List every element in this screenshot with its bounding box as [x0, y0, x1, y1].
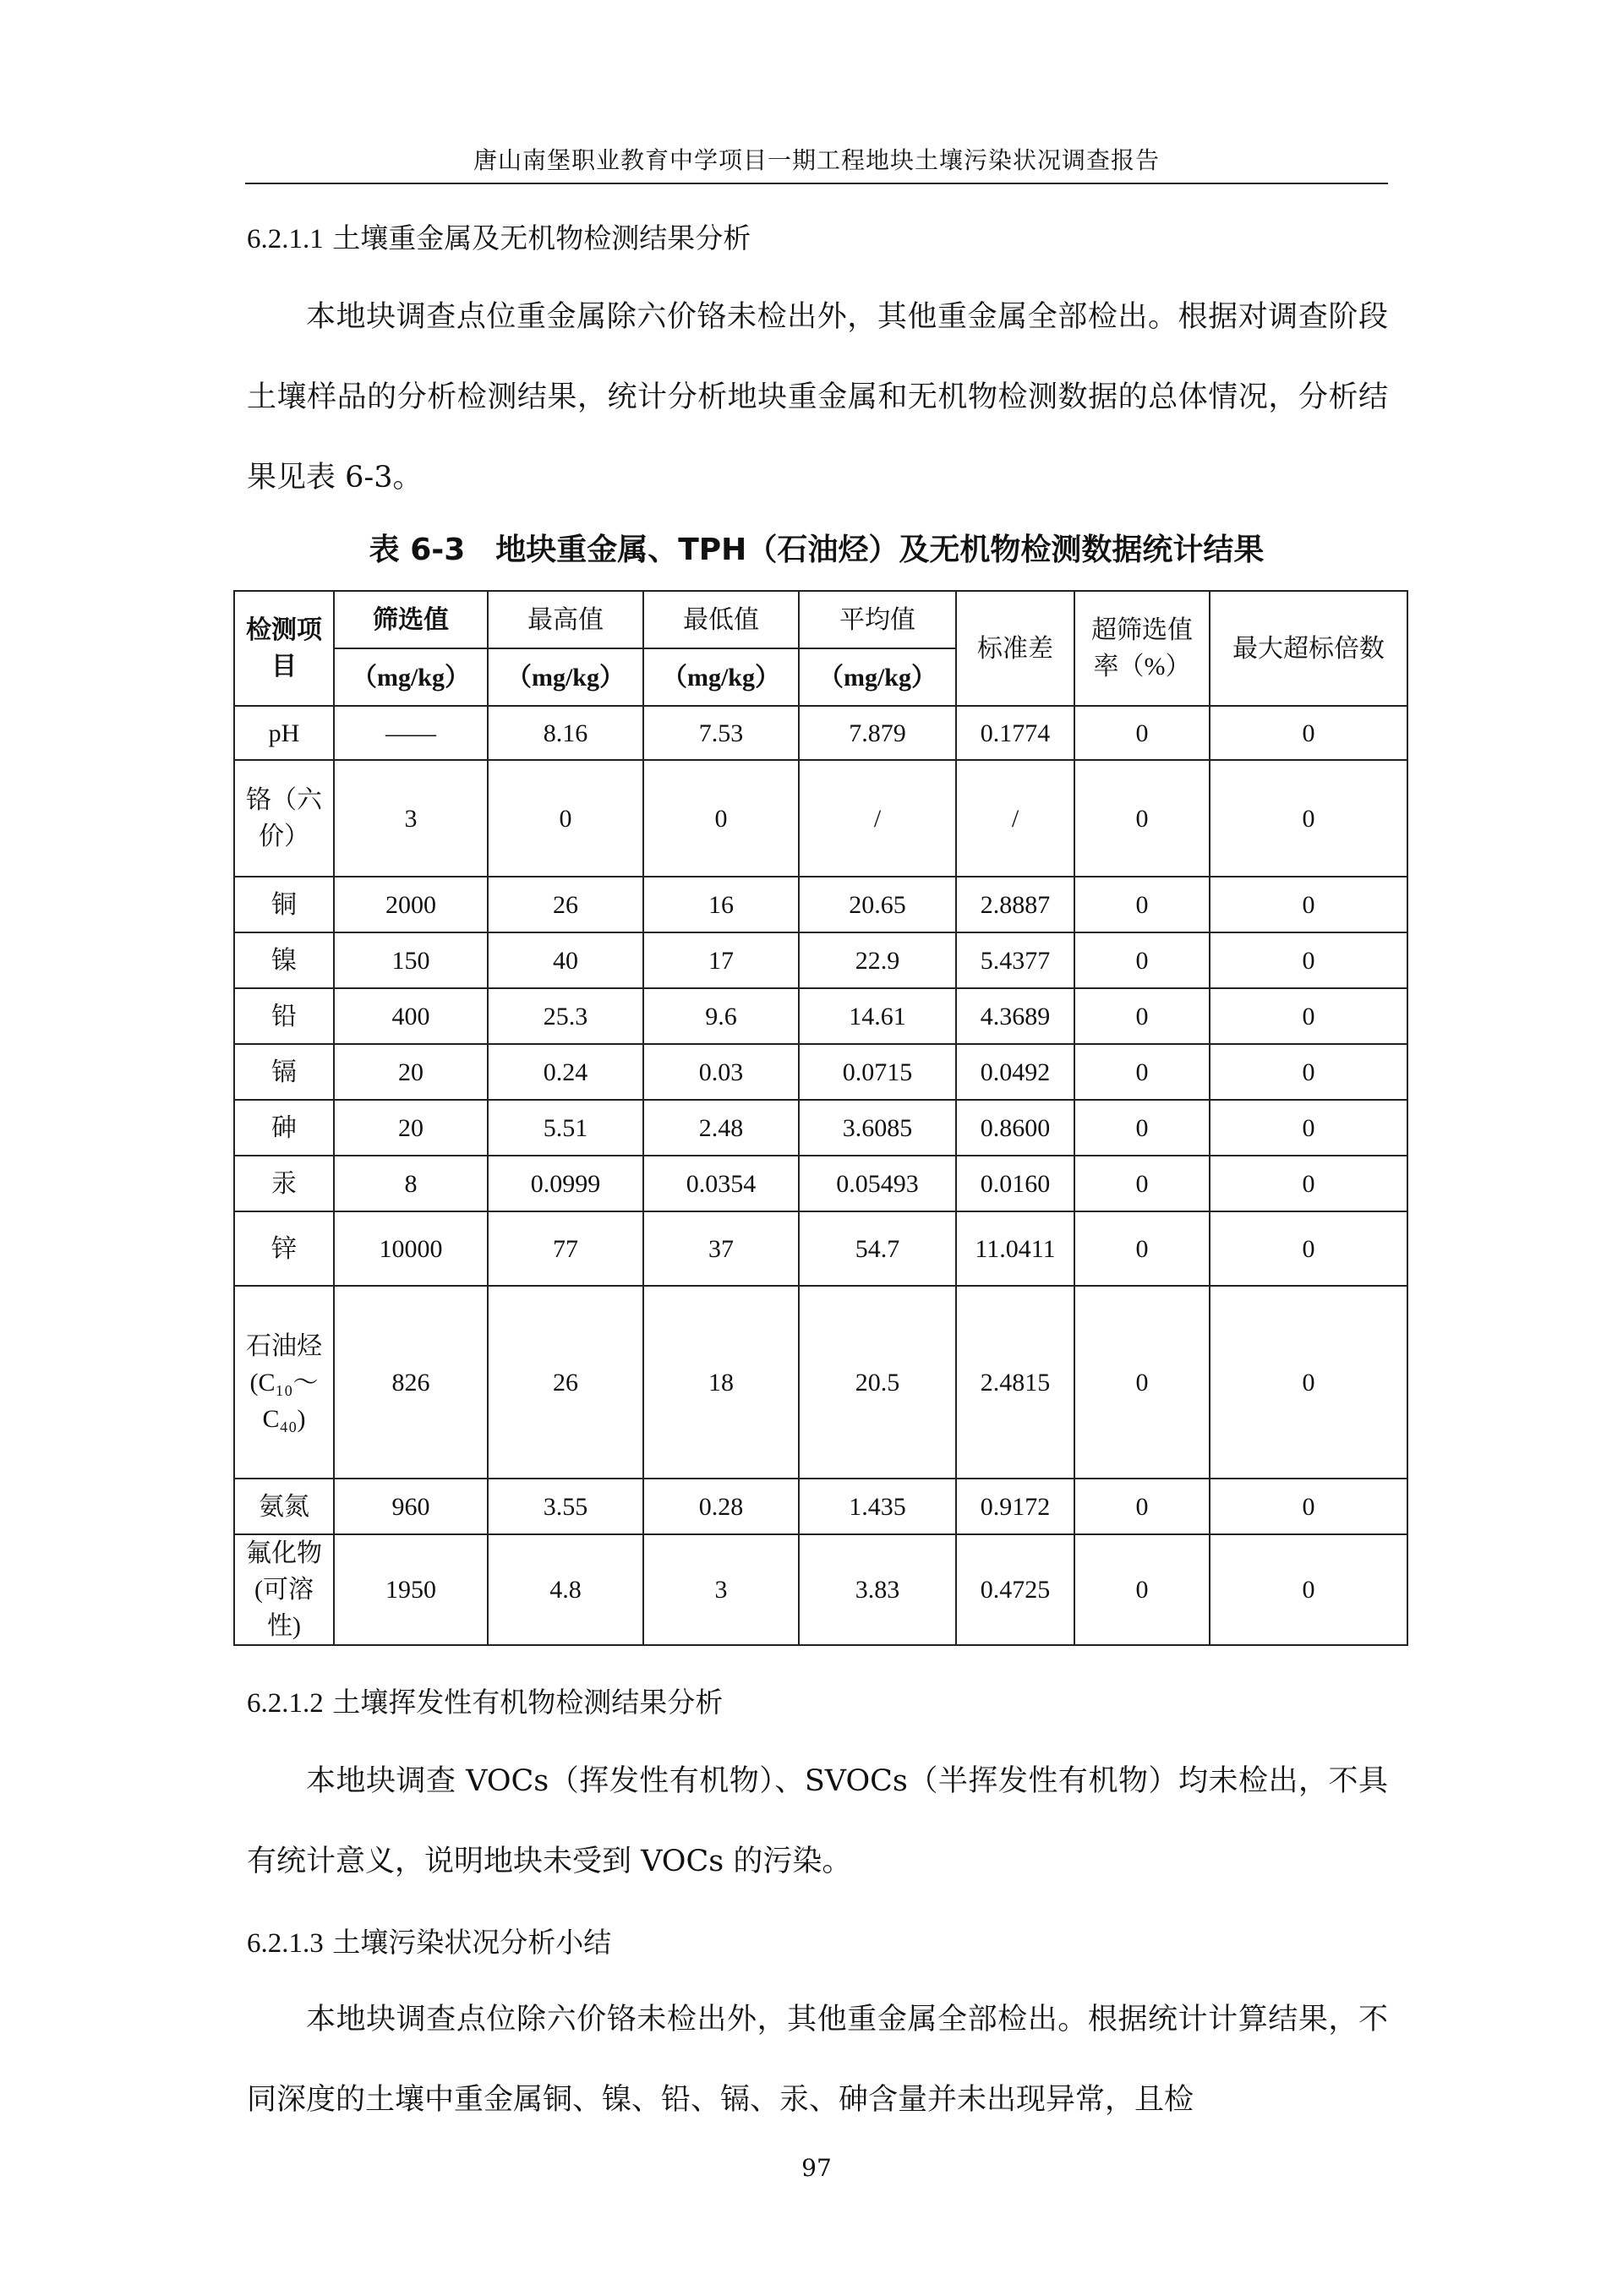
section-paragraph: 本地块调查点位除六价铬未检出外，其他重金属全部检出。根据统计计算结果，不同深度的土壤中重金属铜、镍、铅、镉、汞、砷含量并未出现异常，且检 [247, 2003, 1388, 2117]
table-row [234, 1286, 1407, 1479]
cell-max: 26 [488, 1286, 643, 1479]
table-caption: 表 6-3 地块重金属、TPH（石油烃）及无机物检测数据统计结果 [369, 533, 1265, 567]
section-paragraph: 本地块调查 VOCs（挥发性有机物）、SVOCs（半挥发性有机物）均未检出，不具有统计意义，说明地块未受到 VOCs 的污染。 [247, 1764, 1388, 1878]
cell-screening-value: 10000 [334, 1211, 488, 1286]
cell-max-exceed-multiple: 0 [1210, 1534, 1407, 1645]
cell-min: 3 [643, 1534, 799, 1645]
cell-mean: 7.879 [799, 706, 956, 760]
cell-max: 5.51 [488, 1100, 643, 1156]
table-row [234, 1479, 1407, 1534]
header-exceed-rate: 超筛选值率（%） [1074, 591, 1210, 706]
cell-screening-value: 1950 [334, 1534, 488, 1645]
cell-std: 4.3689 [956, 988, 1074, 1044]
cell-max: 40 [488, 932, 643, 988]
cell-screening-value: 826 [334, 1286, 488, 1479]
cell-min: 7.53 [643, 706, 799, 760]
cell-exceed-rate: 0 [1074, 1044, 1210, 1100]
section-heading-6-2-1-1 [247, 216, 751, 256]
cell-max: 0.0999 [488, 1156, 643, 1211]
cell-mean: 20.5 [799, 1286, 956, 1479]
table-row [234, 1044, 1407, 1100]
section-number: 6.2.1.1 [247, 224, 324, 254]
cell-max-exceed-multiple: 0 [1210, 1479, 1407, 1534]
cell-min: 9.6 [643, 988, 799, 1044]
cell-std: 11.0411 [956, 1211, 1074, 1286]
cell-mean: 1.435 [799, 1479, 956, 1534]
section-heading-6-2-1-3 [247, 1921, 611, 1960]
cell-mean: 0.05493 [799, 1156, 956, 1211]
cell-max-exceed-multiple: 0 [1210, 932, 1407, 988]
cell-exceed-rate: 0 [1074, 1534, 1210, 1645]
page-number: 97 [801, 2154, 832, 2182]
cell-min: 0 [643, 760, 799, 877]
cell-min: 0.28 [643, 1479, 799, 1534]
table-row [234, 760, 1407, 877]
section-heading-6-2-1-2 [247, 1681, 723, 1720]
section-number: 6.2.1.3 [247, 1928, 324, 1959]
cell-max: 0.24 [488, 1044, 643, 1100]
cell-max-exceed-multiple: 0 [1210, 1286, 1407, 1479]
section-title: 土壤污染状况分析小结 [332, 1926, 612, 1959]
cell-screening-value: 400 [334, 988, 488, 1044]
cell-exceed-rate: 0 [1074, 932, 1210, 988]
cell-item: 铜 [234, 877, 334, 932]
cell-std: 0.0160 [956, 1156, 1074, 1211]
cell-max: 26 [488, 877, 643, 932]
cell-item: 铬（六价） [234, 760, 334, 877]
cell-screening-value: 20 [334, 1044, 488, 1100]
page-header: 唐山南堡职业教育中学项目一期工程地块土壤污染状况调查报告 [473, 146, 1160, 174]
cell-mean: 3.83 [799, 1534, 956, 1645]
cell-min: 2.48 [643, 1100, 799, 1156]
unit-label: （mg/kg） [643, 648, 799, 706]
cell-exceed-rate: 0 [1074, 1211, 1210, 1286]
section-title: 土壤挥发性有机物检测结果分析 [332, 1686, 724, 1719]
cell-min: 16 [643, 877, 799, 932]
cell-mean: 22.9 [799, 932, 956, 988]
cell-min: 18 [643, 1286, 799, 1479]
header-std: 标准差 [956, 591, 1074, 706]
unit-label: （mg/kg） [799, 648, 956, 706]
cell-item: 石油烃(C₁₀～C₄₀) [234, 1286, 334, 1479]
cell-max-exceed-multiple: 0 [1210, 1156, 1407, 1211]
cell-std: 0.8600 [956, 1100, 1074, 1156]
cell-exceed-rate: 0 [1074, 760, 1210, 877]
cell-min: 37 [643, 1211, 799, 1286]
header-divider [245, 183, 1388, 184]
cell-screening-value: 8 [334, 1156, 488, 1211]
cell-exceed-rate: 0 [1074, 1286, 1210, 1479]
cell-exceed-rate: 0 [1074, 1479, 1210, 1534]
cell-max-exceed-multiple: 0 [1210, 1044, 1407, 1100]
cell-max-exceed-multiple: 0 [1210, 760, 1407, 877]
cell-screening-value: —— [334, 706, 488, 760]
header-item: 检测项目 [234, 591, 334, 706]
table-row [234, 1534, 1407, 1645]
table-row [234, 988, 1407, 1044]
cell-max: 77 [488, 1211, 643, 1286]
table-row [234, 1211, 1407, 1286]
cell-mean: 20.65 [799, 877, 956, 932]
cell-std: 5.4377 [956, 932, 1074, 988]
cell-max: 0 [488, 760, 643, 877]
cell-max: 3.55 [488, 1479, 643, 1534]
cell-item: 砷 [234, 1100, 334, 1156]
cell-std: 0.9172 [956, 1479, 1074, 1534]
cell-std: 2.4815 [956, 1286, 1074, 1479]
table-row [234, 932, 1407, 988]
cell-item: 镍 [234, 932, 334, 988]
cell-item: 铅 [234, 988, 334, 1044]
cell-mean: / [799, 760, 956, 877]
table-row [234, 1156, 1407, 1211]
section-title: 土壤重金属及无机物检测结果分析 [332, 221, 751, 254]
cell-item: 锌 [234, 1211, 334, 1286]
cell-min: 17 [643, 932, 799, 988]
cell-min: 0.03 [643, 1044, 799, 1100]
cell-screening-value: 2000 [334, 877, 488, 932]
cell-max: 25.3 [488, 988, 643, 1044]
header-screening-value: 筛选值 [334, 591, 488, 648]
cell-std: 0.1774 [956, 706, 1074, 760]
header-max: 最高值 [488, 591, 643, 648]
unit-label: （mg/kg） [488, 648, 643, 706]
cell-std: 0.0492 [956, 1044, 1074, 1100]
cell-mean: 3.6085 [799, 1100, 956, 1156]
cell-max-exceed-multiple: 0 [1210, 1211, 1407, 1286]
cell-screening-value: 960 [334, 1479, 488, 1534]
cell-screening-value: 3 [334, 760, 488, 877]
cell-std: 2.8887 [956, 877, 1074, 932]
table-header-row [234, 591, 1407, 648]
header-min: 最低值 [643, 591, 799, 648]
cell-item: 氟化物(可溶性) [234, 1534, 334, 1645]
cell-max-exceed-multiple: 0 [1210, 1100, 1407, 1156]
cell-min: 0.0354 [643, 1156, 799, 1211]
table-row [234, 877, 1407, 932]
cell-item: 氨氮 [234, 1479, 334, 1534]
table-body [234, 706, 1407, 1645]
cell-max-exceed-multiple: 0 [1210, 706, 1407, 760]
cell-exceed-rate: 0 [1074, 706, 1210, 760]
cell-item: 镉 [234, 1044, 334, 1100]
table-row [234, 706, 1407, 760]
cell-max-exceed-multiple: 0 [1210, 988, 1407, 1044]
section-paragraph: 本地块调查点位重金属除六价铬未检出外，其他重金属全部检出。根据对调查阶段土壤样品的分析检测结果，统计分析地块重金属和无机物检测数据的总体情况，分析结果见表 6-3。 [247, 300, 1388, 495]
cell-std: / [956, 760, 1074, 877]
header-mean: 平均值 [799, 591, 956, 648]
cell-max: 4.8 [488, 1534, 643, 1645]
cell-std: 0.4725 [956, 1534, 1074, 1645]
cell-exceed-rate: 0 [1074, 1156, 1210, 1211]
cell-exceed-rate: 0 [1074, 988, 1210, 1044]
cell-item: pH [234, 706, 334, 760]
cell-mean: 54.7 [799, 1211, 956, 1286]
statistics-table [233, 590, 1408, 1646]
cell-screening-value: 20 [334, 1100, 488, 1156]
cell-max: 8.16 [488, 706, 643, 760]
cell-mean: 14.61 [799, 988, 956, 1044]
section-number: 6.2.1.2 [247, 1688, 324, 1719]
cell-screening-value: 150 [334, 932, 488, 988]
cell-max-exceed-multiple: 0 [1210, 877, 1407, 932]
header-max-exceed-multiple: 最大超标倍数 [1210, 591, 1407, 706]
cell-exceed-rate: 0 [1074, 1100, 1210, 1156]
table-row [234, 1100, 1407, 1156]
unit-label: （mg/kg） [334, 648, 488, 706]
cell-item: 汞 [234, 1156, 334, 1211]
cell-exceed-rate: 0 [1074, 877, 1210, 932]
cell-mean: 0.0715 [799, 1044, 956, 1100]
